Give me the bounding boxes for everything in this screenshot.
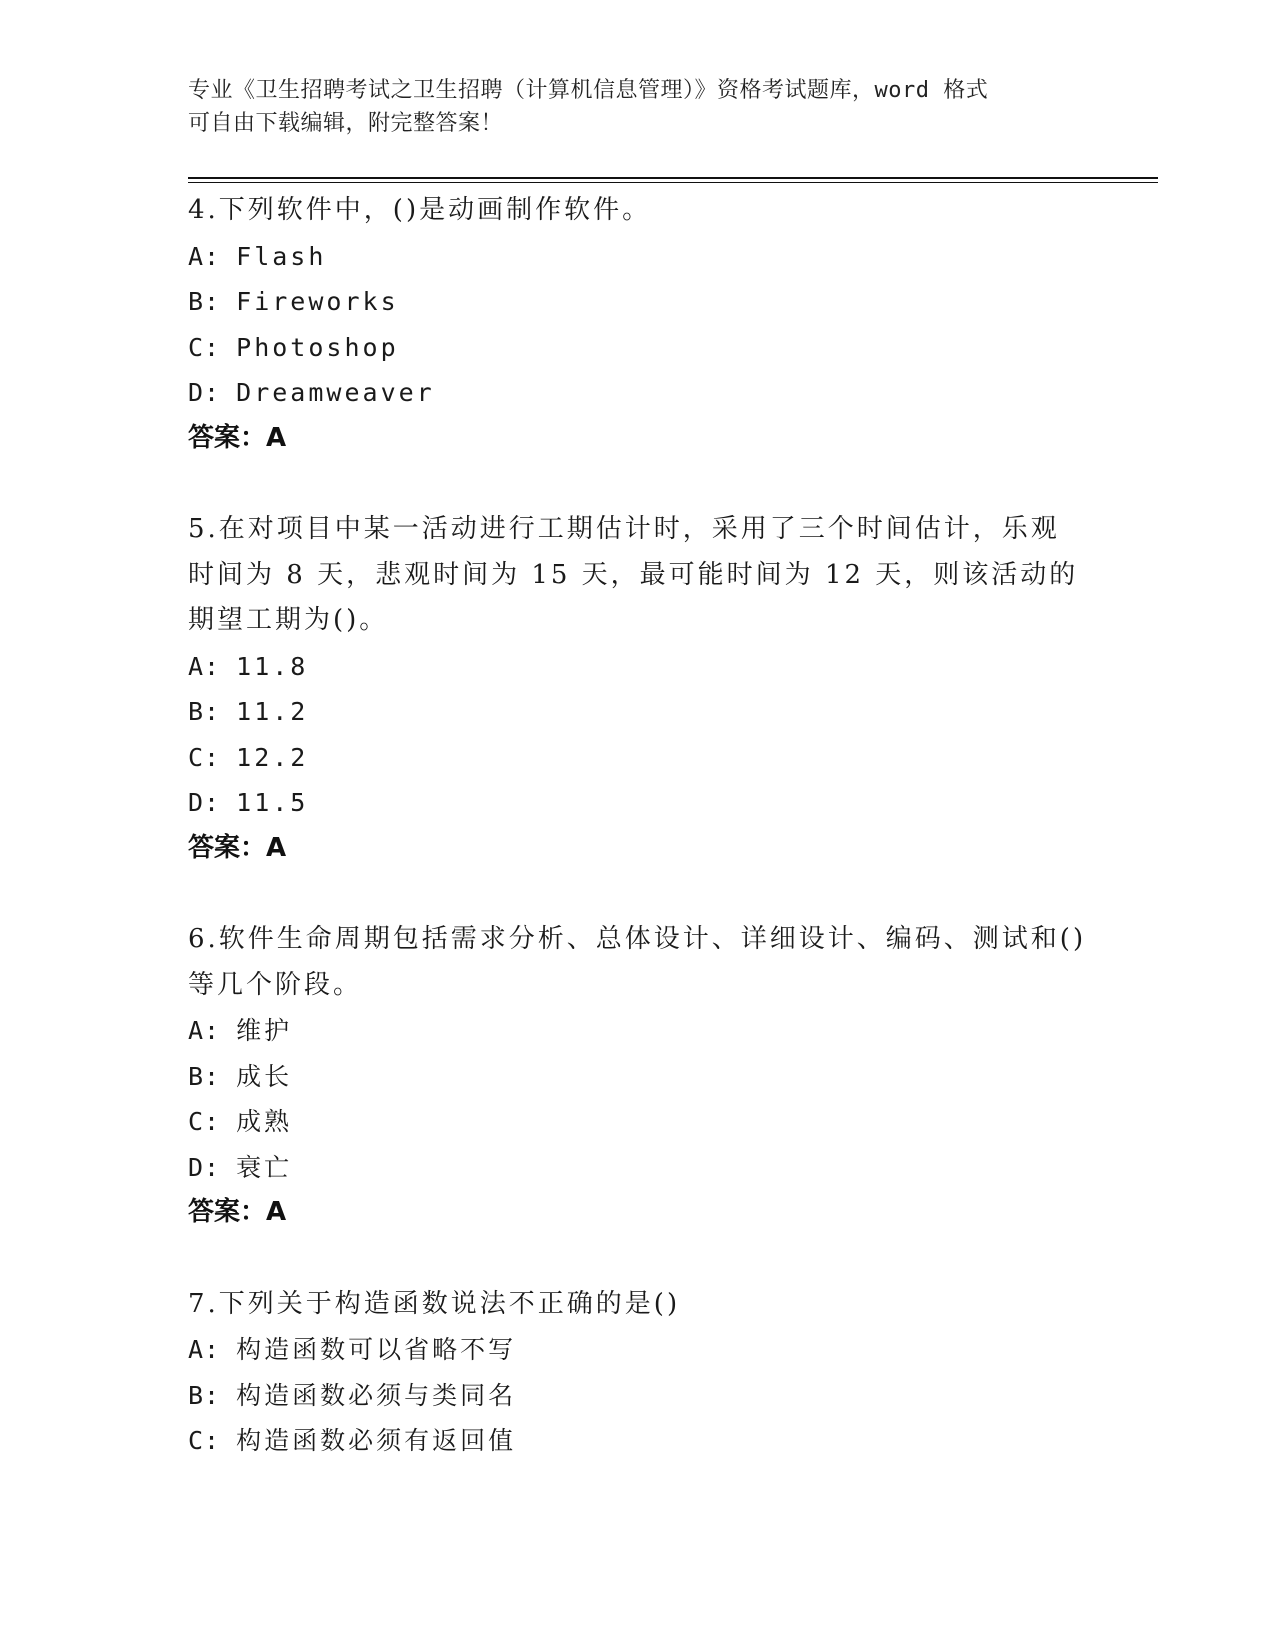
option-c (188, 1099, 1088, 1145)
option-key: A: (188, 1016, 237, 1045)
option-b (188, 1373, 1088, 1419)
option-key: D: (188, 378, 237, 407)
option-text: Dreamweaver (236, 378, 435, 407)
question-stem: 4.下列软件中，()是动画制作软件。 (188, 195, 652, 225)
option-key: B: (188, 1380, 237, 1410)
question-spacer (188, 461, 1088, 507)
document-page (188, 0, 1158, 1650)
answer-line: 答案：A (188, 422, 287, 453)
option-text: 12.2 (236, 742, 309, 772)
question-stem: 5.在对项目中某一活动进行工期估计时，采用了三个时间估计，乐观时间为 8 天，悲观时间为 15 天，最可能时间为 12 天，则该活动的期望工期为()。 (188, 514, 1079, 635)
header-line-1: 专业《卫生招聘考试之卫生招聘（计算机信息管理）》资格考试题库，word 格式 (188, 78, 989, 103)
option-a (188, 234, 1088, 280)
document-header (188, 74, 1088, 140)
option-key: C: (188, 742, 237, 772)
option-d (188, 370, 1088, 416)
option-c (188, 1418, 1088, 1464)
question-stem: 7.下列关于构造函数说法不正确的是() (188, 1288, 681, 1319)
question-spacer (188, 871, 1088, 917)
option-key: C: (188, 1426, 237, 1455)
option-text: Fireworks (236, 287, 399, 316)
question-item (188, 188, 1088, 461)
header-line-2: 可自由下载编辑，附完整答案！ (188, 111, 504, 136)
option-text: 构造函数必须与类同名 (236, 1380, 517, 1410)
option-d (188, 780, 1088, 826)
option-text: 11.2 (236, 697, 309, 726)
option-b (188, 279, 1088, 325)
option-key: C: (188, 1107, 237, 1136)
answer-line: 答案：A (188, 1197, 287, 1227)
option-key: B: (188, 697, 237, 726)
option-c (188, 735, 1088, 781)
question-item (188, 1282, 1088, 1464)
option-d (188, 1145, 1088, 1191)
option-text: 成长 (236, 1061, 293, 1091)
option-key: C: (188, 332, 237, 362)
question-item (188, 507, 1088, 871)
option-text: 11.8 (236, 651, 309, 681)
option-text: 维护 (236, 1016, 293, 1045)
option-key: A: (188, 241, 237, 271)
question-stem: 6.软件生命周期包括需求分析、总体设计、详细设计、编码、测试和()等几个阶段。 (188, 924, 1087, 1000)
option-text: Photoshop (236, 332, 399, 362)
option-a (188, 644, 1088, 690)
option-key: D: (188, 788, 237, 817)
option-key: A: (188, 1335, 237, 1364)
option-key: D: (188, 1152, 237, 1182)
option-key: B: (188, 287, 237, 316)
option-text: 构造函数可以省略不写 (236, 1335, 517, 1364)
question-spacer (188, 1236, 1088, 1282)
option-text: 构造函数必须有返回值 (236, 1426, 517, 1455)
option-key: A: (188, 651, 237, 681)
option-c (188, 325, 1088, 371)
option-text: 衰亡 (236, 1152, 293, 1182)
option-a (188, 1008, 1088, 1054)
option-key: B: (188, 1061, 237, 1091)
header-rule-thin (188, 182, 1158, 183)
option-b (188, 1054, 1088, 1100)
header-rule-thick (188, 177, 1158, 179)
question-item (188, 917, 1088, 1236)
option-text: 成熟 (236, 1107, 293, 1136)
option-text: Flash (236, 241, 327, 271)
option-b (188, 689, 1088, 735)
option-a (188, 1327, 1088, 1373)
option-text: 11.5 (236, 788, 309, 817)
question-list (188, 188, 1088, 1464)
answer-line: 答案：A (188, 832, 287, 863)
